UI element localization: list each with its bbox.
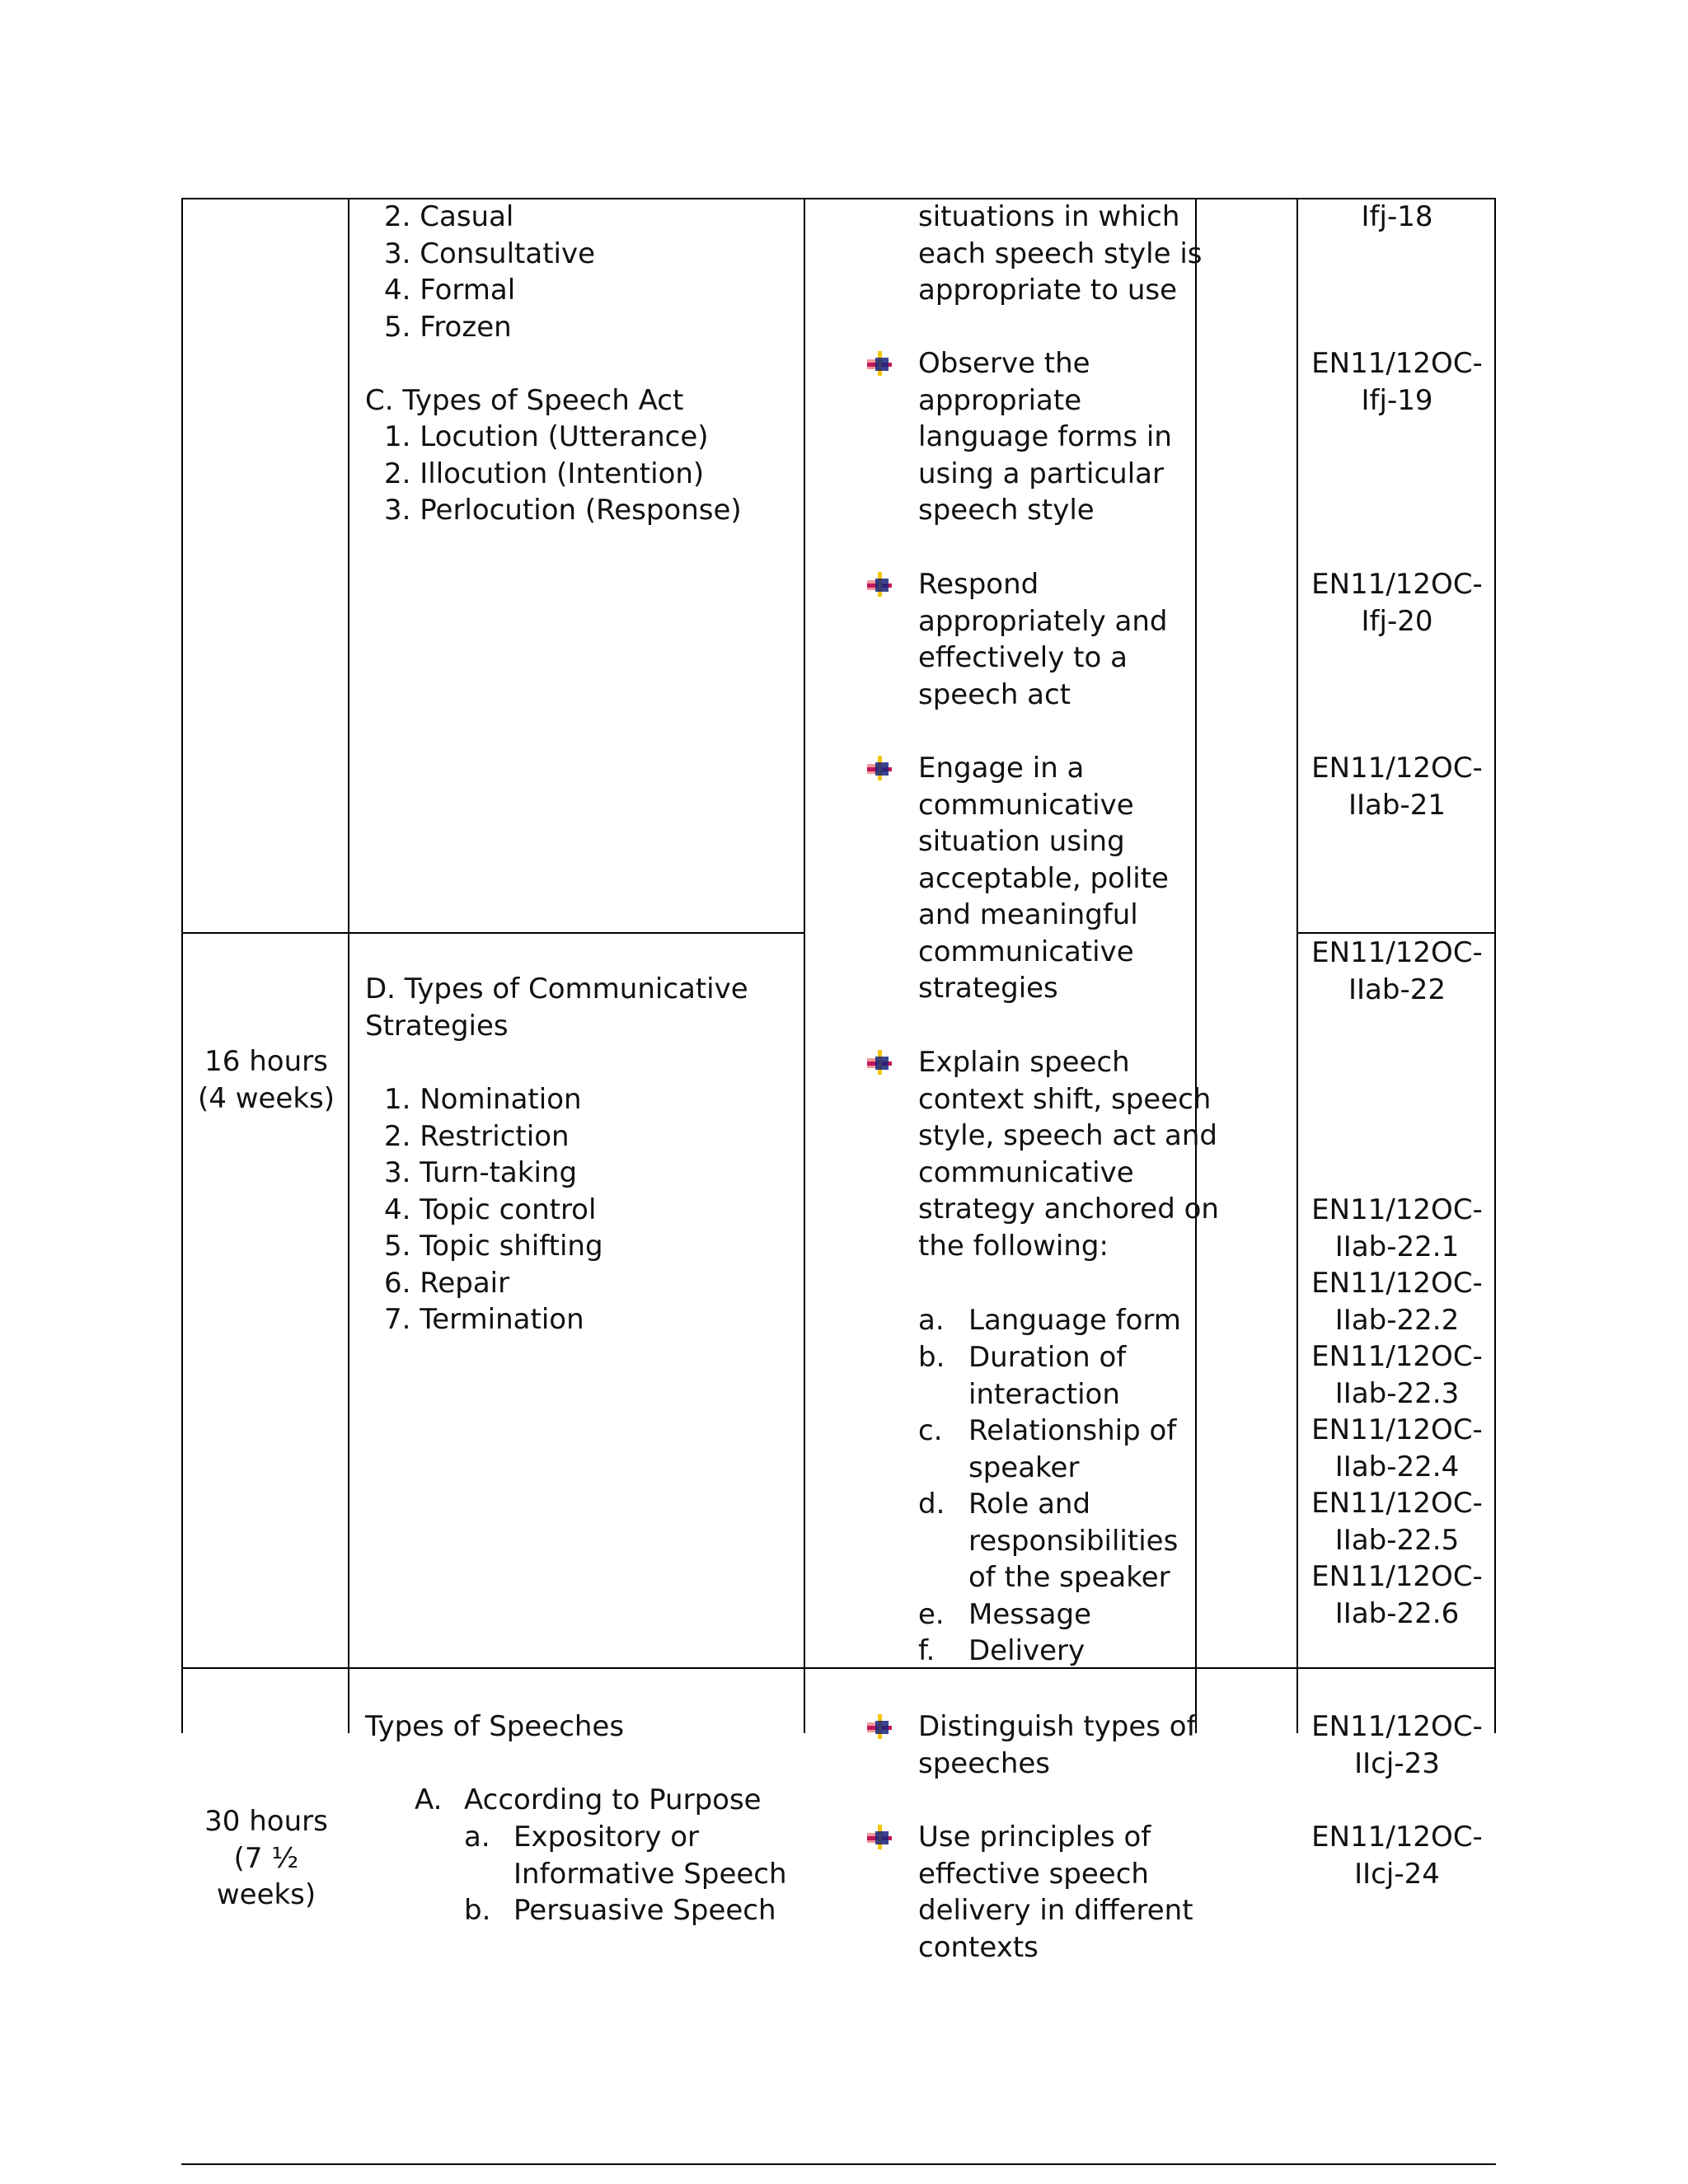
code-line: EN11/12OC- bbox=[1311, 1340, 1483, 1373]
arrow-bullet-icon bbox=[867, 351, 892, 376]
row-divider-1-left bbox=[181, 932, 805, 934]
list-item: 5. Topic shifting bbox=[384, 1230, 603, 1263]
competency-line: appropriate to use bbox=[918, 274, 1178, 307]
competency-line: acceptable, polite bbox=[918, 861, 1169, 895]
competency-line: effectively to a bbox=[918, 641, 1128, 674]
competency-observe bbox=[918, 345, 1172, 529]
competency-line: speech style bbox=[918, 494, 1095, 527]
competency-line: communicative bbox=[918, 788, 1134, 822]
code-line: EN11/12OC- bbox=[1311, 1710, 1483, 1743]
list-item: 7. Termination bbox=[384, 1303, 584, 1336]
row-divider-2 bbox=[181, 1667, 1496, 1669]
arrow-bullet-icon bbox=[867, 1050, 892, 1075]
list-item: 2. Illocution (Intention) bbox=[384, 457, 705, 490]
list-item: 3. Perlocution (Response) bbox=[384, 494, 742, 527]
competency-line: language forms in bbox=[918, 420, 1172, 453]
item-line: of the speaker bbox=[968, 1561, 1170, 1594]
code-ifj-18: Ifj-18 bbox=[1361, 200, 1433, 233]
item-line: speaker bbox=[968, 1451, 1080, 1484]
competency-explain bbox=[918, 1044, 1219, 1264]
code-line: EN11/12OC- bbox=[1311, 568, 1483, 601]
arrow-bullet-icon bbox=[867, 1714, 892, 1739]
code-ifj-19 bbox=[1298, 345, 1496, 419]
code-iiab-22 bbox=[1298, 935, 1496, 1008]
speeches-sub-label: According to Purpose bbox=[464, 1783, 762, 1816]
competency-distinguish bbox=[918, 1708, 1197, 1782]
row2-time bbox=[183, 1043, 349, 1117]
item-line: responsibilities bbox=[968, 1524, 1179, 1558]
competency-line: using a particular bbox=[918, 457, 1164, 490]
list-item: 3. Consultative bbox=[384, 237, 596, 270]
sub-item-text: Delivery bbox=[968, 1634, 1085, 1667]
code-line: IIab-22.4 bbox=[1334, 1450, 1460, 1483]
competency-line: contexts bbox=[918, 1930, 1039, 1964]
list-item: 3. Turn-taking bbox=[384, 1156, 578, 1189]
competency-line: effective speech bbox=[918, 1857, 1149, 1891]
competency-line: and meaningful bbox=[918, 898, 1138, 931]
competency-line: Use principles of bbox=[918, 1821, 1151, 1854]
competency-line: Observe the bbox=[918, 347, 1090, 380]
table-col-divider-3 bbox=[1195, 198, 1197, 1733]
code-line: IIab-22 bbox=[1348, 972, 1446, 1006]
competency-line: each speech style is bbox=[918, 237, 1203, 270]
code-line: EN11/12OC- bbox=[1311, 1267, 1483, 1300]
sub-item-text bbox=[968, 1486, 1178, 1596]
strategies-title bbox=[365, 971, 748, 1044]
item-line: Relationship of bbox=[968, 1414, 1177, 1447]
sub-item-marker: c. bbox=[918, 1414, 943, 1447]
code-line: EN11/12OC- bbox=[1311, 1821, 1483, 1854]
table-border-bottom bbox=[181, 2163, 1496, 2165]
item-line: Informative Speech bbox=[513, 1857, 787, 1891]
list-item: 4. Formal bbox=[384, 274, 516, 307]
competency-line: Distinguish types of bbox=[918, 1710, 1197, 1743]
competency-line: delivery in different bbox=[918, 1894, 1193, 1927]
speeches-title: Types of Speeches bbox=[365, 1710, 625, 1743]
list-item: 6. Repair bbox=[384, 1266, 510, 1300]
sub-item-text bbox=[968, 1339, 1126, 1413]
competency-line: appropriately and bbox=[918, 604, 1168, 638]
sub-item-text: Message bbox=[968, 1598, 1092, 1631]
time-line: (4 weeks) bbox=[197, 1081, 335, 1115]
speeches-item-marker: b. bbox=[464, 1894, 491, 1927]
item-line: Expository or bbox=[513, 1821, 699, 1854]
code-line: EN11/12OC- bbox=[1311, 1560, 1483, 1593]
code-ifj-20 bbox=[1298, 566, 1496, 640]
competency-line: strategies bbox=[918, 972, 1058, 1005]
code-line: IIcj-24 bbox=[1354, 1857, 1440, 1891]
code-line: IIcj-23 bbox=[1354, 1746, 1440, 1780]
competency-line: appropriate bbox=[918, 383, 1082, 417]
sub-item-text bbox=[968, 1413, 1176, 1486]
competency-line: Respond bbox=[918, 568, 1039, 601]
item-line: interaction bbox=[968, 1377, 1120, 1411]
code-line: EN11/12OC- bbox=[1311, 347, 1483, 380]
code-iiab-22-subs bbox=[1298, 1192, 1496, 1632]
row3-time bbox=[183, 1803, 349, 1914]
speeches-sub-marker: A. bbox=[415, 1783, 443, 1816]
title-line: D. Types of Communicative bbox=[365, 972, 748, 1005]
time-line: 30 hours bbox=[204, 1805, 328, 1838]
row-divider-1-right bbox=[1296, 932, 1496, 934]
list-item: 4. Topic control bbox=[384, 1193, 597, 1226]
code-iicj-24 bbox=[1298, 1819, 1496, 1892]
strategies-list bbox=[384, 1081, 603, 1338]
competency-principles bbox=[918, 1819, 1193, 1966]
competency-line: Explain speech bbox=[918, 1046, 1130, 1079]
arrow-bullet-icon bbox=[867, 756, 892, 780]
speech-act-list bbox=[384, 419, 742, 529]
item-line: Role and bbox=[968, 1488, 1091, 1521]
table-col-divider-1 bbox=[348, 198, 349, 1733]
code-line: EN11/12OC- bbox=[1311, 752, 1483, 785]
competency-line: communicative bbox=[918, 935, 1134, 968]
competency-line: the following: bbox=[918, 1229, 1109, 1263]
code-line: IIab-21 bbox=[1348, 788, 1446, 822]
speeches-item-text bbox=[513, 1819, 787, 1892]
speeches-item-marker: a. bbox=[464, 1821, 490, 1854]
sub-item-marker: e. bbox=[918, 1598, 945, 1631]
competency-line: context shift, speech bbox=[918, 1082, 1212, 1116]
table-col-divider-2 bbox=[804, 198, 805, 1733]
item-line: Duration of bbox=[968, 1341, 1127, 1374]
sub-item-marker: f. bbox=[918, 1634, 935, 1667]
code-line: EN11/12OC- bbox=[1311, 1193, 1483, 1226]
competency-engage bbox=[918, 750, 1169, 1007]
competency-line: strategy anchored on bbox=[918, 1193, 1219, 1226]
code-line: IIab-22.5 bbox=[1334, 1523, 1460, 1557]
sub-item-marker: b. bbox=[918, 1341, 945, 1374]
code-line: IIab-22.3 bbox=[1334, 1376, 1460, 1410]
title-line: Strategies bbox=[365, 1009, 509, 1043]
speech-act-title: C. Types of Speech Act bbox=[365, 384, 684, 417]
code-line: IIab-22.6 bbox=[1334, 1596, 1460, 1630]
list-item: 5. Frozen bbox=[384, 310, 512, 344]
time-line: weeks) bbox=[216, 1878, 316, 1911]
table-border-left bbox=[181, 198, 183, 1733]
code-iiab-21 bbox=[1298, 750, 1496, 823]
sub-item-text: Language form bbox=[968, 1304, 1181, 1337]
list-item: 1. Nomination bbox=[384, 1083, 582, 1116]
time-line: (7 ½ bbox=[233, 1841, 299, 1875]
competency-line: speech act bbox=[918, 677, 1071, 711]
list-item: 2. Casual bbox=[384, 200, 514, 233]
list-item: 1. Locution (Utterance) bbox=[384, 420, 709, 453]
list-item: 2. Restriction bbox=[384, 1119, 570, 1153]
code-line: IIab-22.2 bbox=[1334, 1303, 1460, 1337]
arrow-bullet-icon bbox=[867, 1825, 892, 1849]
competency-cont bbox=[918, 199, 1202, 309]
code-line: IIab-22.1 bbox=[1334, 1230, 1460, 1263]
speech-style-list-cont bbox=[384, 199, 595, 345]
code-line: EN11/12OC- bbox=[1311, 1413, 1483, 1446]
sub-item-marker: a. bbox=[918, 1304, 945, 1337]
arrow-bullet-icon bbox=[867, 572, 892, 597]
competency-line: situation using bbox=[918, 825, 1125, 858]
competency-line: speeches bbox=[918, 1746, 1051, 1780]
competency-line: Engage in a bbox=[918, 752, 1085, 785]
code-line: Ifj-19 bbox=[1361, 383, 1433, 417]
code-iicj-23 bbox=[1298, 1708, 1496, 1782]
code-line: EN11/12OC- bbox=[1311, 1487, 1483, 1520]
speeches-item-text: Persuasive Speech bbox=[513, 1894, 776, 1927]
competency-line: communicative bbox=[918, 1155, 1134, 1189]
sub-item-marker: d. bbox=[918, 1488, 945, 1521]
competency-respond bbox=[918, 566, 1167, 713]
time-line: 16 hours bbox=[204, 1045, 328, 1078]
code-line: EN11/12OC- bbox=[1311, 936, 1483, 969]
competency-line: situations in which bbox=[918, 200, 1180, 233]
code-line: Ifj-20 bbox=[1361, 604, 1433, 638]
competency-line: style, speech act and bbox=[918, 1119, 1217, 1152]
